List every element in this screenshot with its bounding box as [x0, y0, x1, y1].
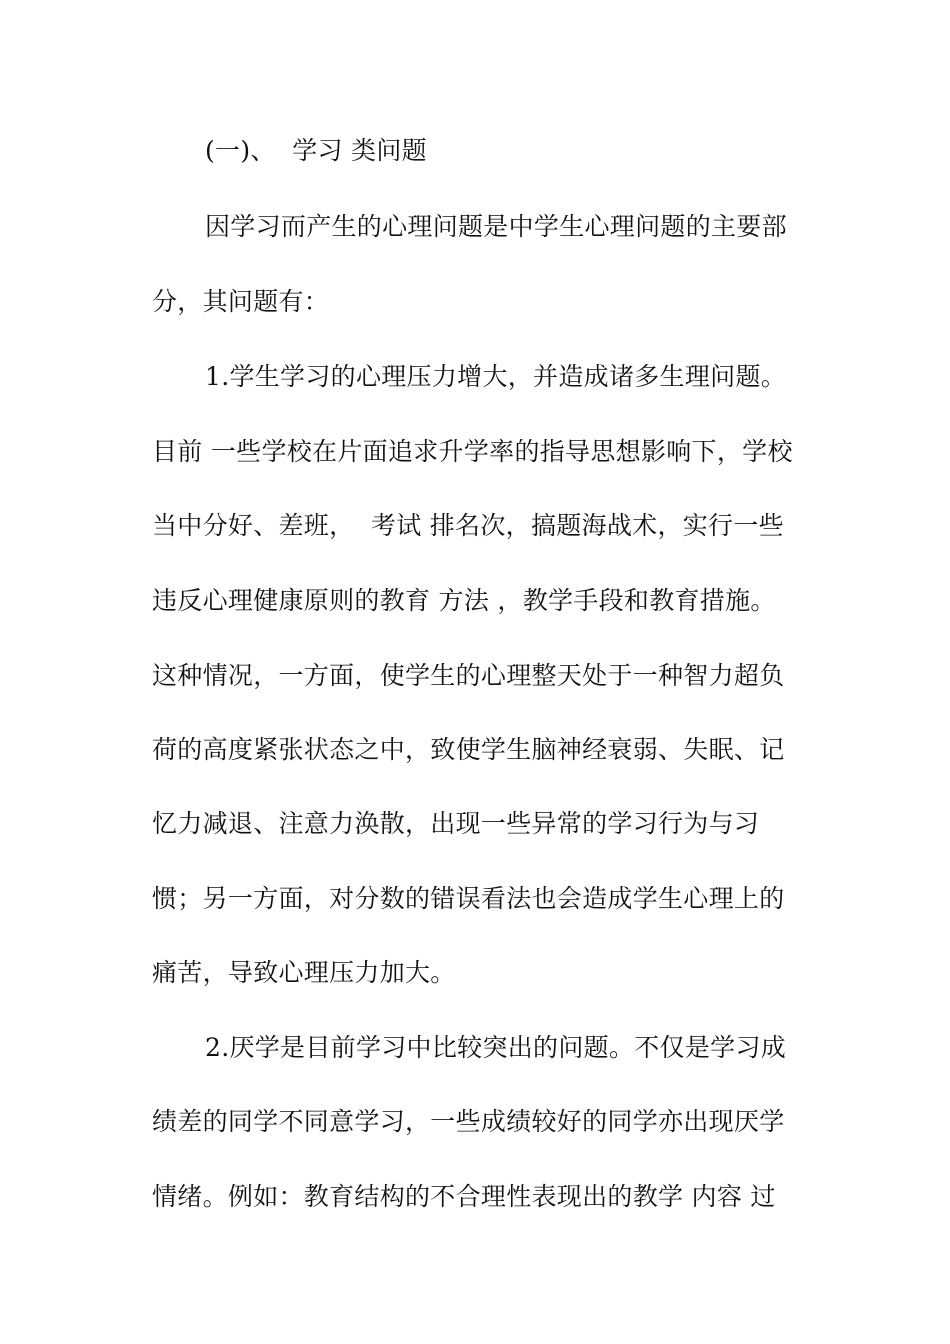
paragraph-1-line-2: 分，其问题有：	[152, 287, 330, 316]
paragraph-2-line-6: 荷的高度紧张状态之中，致使学生脑神经衰弱、失眠、记	[152, 735, 785, 764]
paragraph-3-line-1: 2.厌学是目前学习中比较突出的问题。不仅是学习成	[205, 1033, 787, 1062]
paragraph-2-line-5: 这种情况，一方面，使学生的心理整天处于一种智力超负	[152, 661, 785, 690]
paragraph-2-line-2: 目前 一些学校在片面追求升学率的指导思想影响下，学校	[152, 437, 793, 466]
section-heading: (一)、 学习 类问题	[205, 136, 427, 165]
paragraph-2-line-9: 痛苦，导致心理压力加大。	[152, 958, 456, 987]
paragraph-2-line-8: 惯；另一方面，对分数的错误看法也会造成学生心理上的	[152, 884, 785, 913]
paragraph-2-line-1: 1.学生学习的心理压力增大，并造成诸多生理问题。	[205, 362, 787, 391]
paragraph-3-line-2: 绩差的同学不同意学习，一些成绩较好的同学亦出现厌学	[152, 1107, 785, 1136]
paragraph-3-line-3: 情绪。例如：教育结构的不合理性表现出的教学 内容 过	[152, 1182, 776, 1211]
paragraph-1-line-1: 因学习而产生的心理问题是中学生心理问题的主要部	[205, 212, 787, 241]
paragraph-2-line-7: 忆力减退、注意力涣散，出现一些异常的学习行为与习	[152, 809, 760, 838]
paragraph-2-line-3: 当中分好、差班， 考试 排名次，搞题海战术，实行一些	[152, 511, 784, 540]
paragraph-2-line-4: 违反心理健康原则的教育 方法 ，教学手段和教育措施。	[152, 586, 776, 615]
